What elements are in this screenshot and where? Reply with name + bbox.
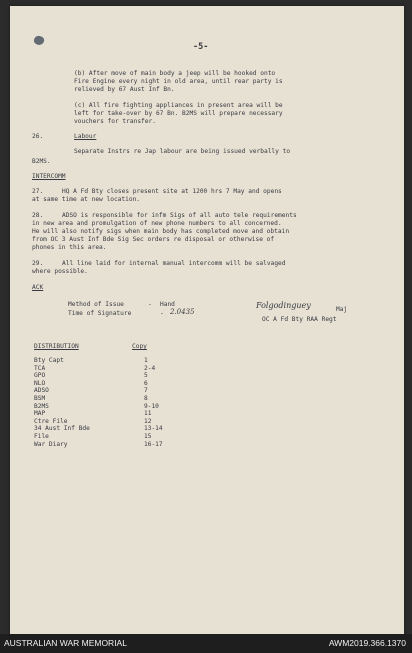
- para-26-line1: Separate Instrs re Jap labour are being issued verbally to: [74, 148, 291, 155]
- distribution-recipient: B2MS: [34, 402, 49, 410]
- para-28-line4: from OC 3 Aust Inf Bde Sig Sec orders re disposal or otherwise of: [32, 236, 275, 243]
- para-c-line2: left for take-over by 67 Bn. B2MS will prepare necessary: [74, 110, 283, 117]
- distribution-recipient: ADSO: [34, 387, 49, 395]
- distribution-copy-number: 11: [144, 410, 152, 418]
- distribution-recipient: War Diary: [34, 440, 68, 448]
- distribution-copy-number: 15: [144, 433, 152, 440]
- para-29-line2: where possible.: [32, 268, 88, 275]
- footer-institution: AUSTRALIAN WAR MEMORIAL: [4, 638, 127, 648]
- distribution-copy-number: 1: [144, 357, 148, 364]
- distribution-recipient: MAP: [34, 410, 46, 418]
- para-c-line1: (c) All fire fighting appliances in present area will be: [74, 102, 283, 109]
- para-27-number: 27.: [32, 188, 44, 195]
- distribution-recipient: File: [34, 433, 49, 440]
- para-27-line1: HQ A Fd Bty closes present site at 1200 hrs 7 May and opens: [62, 188, 282, 195]
- footer-accession-number: AWM2019.366.1370: [328, 638, 406, 648]
- time-dash: -: [160, 310, 164, 317]
- copy-heading: Copy: [132, 343, 147, 350]
- method-of-issue-label: Method of Issue: [68, 301, 124, 308]
- handwritten-signature: Folgodinguey: [256, 301, 311, 310]
- method-dash: -: [148, 301, 152, 308]
- para-28-line3: He will also notify sigs when main body has completed move and obtain: [32, 228, 290, 235]
- distribution-copy-number: 7: [144, 387, 148, 395]
- signatory-rank: Maj: [336, 306, 348, 313]
- signatory-title: OC A Fd Bty RAA Regt: [262, 316, 337, 323]
- distribution-recipient: BSM: [34, 395, 46, 402]
- distribution-copy-number: 6: [144, 379, 148, 387]
- ink-blot: [33, 35, 45, 47]
- para-c-line3: vouchers for transfer.: [74, 118, 156, 125]
- distribution-recipient: GPO: [34, 372, 46, 380]
- para-26-heading: Labour: [74, 133, 97, 140]
- para-28-line2: in new area and promulgation of new phone numbers to all concerned.: [32, 220, 282, 227]
- para-27-line2: at same time at new location.: [32, 196, 141, 203]
- para-b-line2: Fire Engine every night in old area, until rear party is: [74, 78, 283, 85]
- distribution-recipient: Bty Capt: [34, 357, 64, 364]
- time-of-signature-label: Time of Signature: [68, 310, 132, 317]
- distribution-recipient: TCA: [34, 364, 46, 372]
- para-29-number: 29.: [32, 260, 44, 267]
- para-26-number: 26.: [32, 133, 44, 140]
- para-29-line1: All line laid for internal manual intercomm will be salvaged: [62, 260, 286, 267]
- document-page: [10, 6, 404, 634]
- distribution-copy-number: 13-14: [144, 425, 163, 433]
- para-28-number: 28.: [32, 212, 44, 219]
- distribution-copy-number: 5: [144, 372, 148, 380]
- distribution-copy-number: 9-10: [144, 402, 159, 410]
- distribution-copy-number: 12: [144, 417, 152, 425]
- para-b-line3: relieved by 67 Aust Inf Bn.: [74, 86, 175, 93]
- distribution-copy-number: 16-17: [144, 440, 163, 448]
- distribution-recipient: NLO: [34, 379, 46, 387]
- distribution-heading: DISTRIBUTION: [34, 343, 79, 350]
- para-28-line5: phones in this area.: [32, 244, 107, 251]
- method-of-issue-value: Hand: [160, 301, 175, 308]
- para-26-line2: B2MS.: [32, 158, 51, 165]
- ack-heading: ACK: [32, 284, 44, 291]
- time-of-signature-value: 2.0435: [170, 308, 195, 316]
- intercomm-heading: INTERCOMM: [32, 173, 66, 180]
- para-b-line1: (b) After move of main body a jeep will be hooked onto: [74, 70, 276, 77]
- page-number: -5-: [193, 42, 209, 52]
- para-28-line1: ADSO is responsible for infm Sigs of all auto tele requirements: [62, 212, 297, 219]
- footer-bar: [0, 634, 412, 653]
- distribution-copy-number: 2-4: [144, 364, 156, 372]
- distribution-copy-number: 8: [144, 395, 148, 402]
- distribution-recipient: 34 Aust Inf Bde: [34, 425, 90, 433]
- distribution-recipient: Ctre File: [34, 417, 68, 425]
